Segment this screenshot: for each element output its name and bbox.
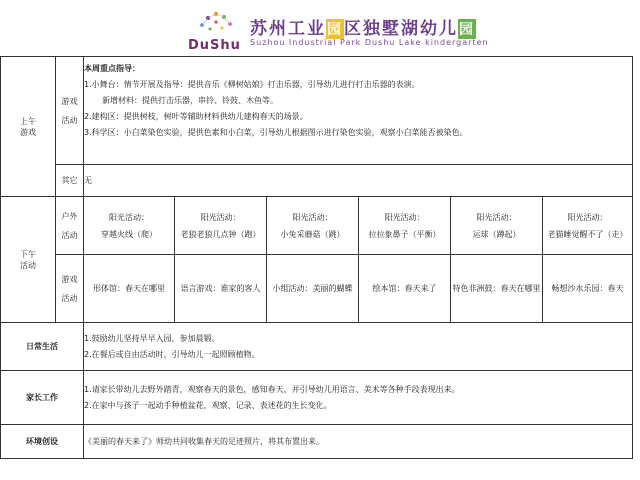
afternoon-game: 小组活动：美丽的蝴蝶 — [267, 255, 359, 323]
weekly-plan-table — [0, 56, 633, 459]
parent-work-content — [84, 371, 633, 425]
daily-life-label: 日常生活 — [1, 323, 84, 371]
morning-game-item: 2.建构区：提供树枝，树叶等辅助材料供幼儿建构春天的场景。 — [84, 112, 308, 121]
outdoor-activity: 阳光活动： 老狼老狼几点钟（跑） — [175, 197, 267, 255]
afternoon-label: 下午 活动 — [1, 197, 56, 323]
afternoon-outdoor-row — [1, 197, 633, 255]
morning-game-item: 1.小舞台：情节开展及指导：提供音乐《柳树姑娘》打击乐器，引导幼儿进行打击乐器的表演。 — [84, 80, 420, 89]
logo-wordmark: DuShu — [188, 38, 241, 53]
morning-game-row — [1, 57, 633, 165]
afternoon-game: 绘本馆：春天来了 — [359, 255, 451, 323]
parent-work-item: 1.请家长带幼儿去野外踏青，观察春天的景色，感知春天，并引导幼儿用语言、美术等各种手段表现出来。 — [84, 384, 460, 394]
morning-game-item: 3.科学区：小白菜染色实验，提供色素和小白菜，引导幼儿根据图示进行染色实验，观察小白菜能否被染色。 — [84, 128, 468, 137]
environment-content: 《美丽的春天来了》师幼共同收集春天的足迹照片，将其布置出来。 — [84, 425, 633, 459]
outdoor-activity: 阳光活动： 老猫睡觉醒不了（走） — [543, 197, 633, 255]
outdoor-activity: 阳光活动： 小兔采蘑菇（跳） — [267, 197, 359, 255]
morning-game-item: 新增材料：提供打击乐器，串铃、铃鼓、木鱼等。 — [102, 96, 278, 105]
afternoon-game-label: 游戏 活动 — [56, 255, 84, 323]
morning-game-content — [84, 57, 633, 165]
afternoon-game: 形体馆：春天在哪里 — [84, 255, 175, 323]
environment-label: 环境创设 — [1, 425, 84, 459]
environment-row — [1, 425, 633, 459]
kindergarten-name-english: Suzhou Industrial Park Dushu Lake kindergarten — [250, 38, 489, 47]
outdoor-activity: 阳光活动： 穿越火线（爬） — [84, 197, 175, 255]
afternoon-game: 特色非洲鼓：春天在哪里 — [451, 255, 543, 323]
afternoon-outdoor-label: 户外 活动 — [56, 197, 84, 255]
morning-game-heading: 本周重点指导： — [84, 64, 140, 73]
parent-work-label: 家长工作 — [1, 371, 84, 425]
afternoon-game-row — [1, 255, 633, 323]
outdoor-activity: 阳光活动： 运球（蹲起） — [451, 197, 543, 255]
outdoor-activity: 阳光活动： 拉拉象鼻子（平衡） — [359, 197, 451, 255]
afternoon-game: 语言游戏：谁家的客人 — [175, 255, 267, 323]
morning-other-row — [1, 165, 633, 197]
kindergarten-name: 苏州工业园区独墅湖幼儿园 — [250, 19, 475, 39]
morning-label: 上午 游戏 — [1, 57, 56, 197]
morning-other-value: 无 — [84, 165, 633, 197]
parent-work-row — [1, 371, 633, 425]
morning-game-label: 游戏 活动 — [56, 57, 84, 165]
daily-life-item: 2.在餐后或自由活动时，引导幼儿一起照顾植物。 — [84, 349, 260, 359]
kindergarten-logo — [186, 10, 489, 54]
afternoon-game: 畅想沙水乐园：春天 — [543, 255, 633, 323]
daily-life-item: 1.鼓励幼儿坚持早早入园，参加晨锻。 — [84, 333, 220, 343]
daily-life-content — [84, 323, 633, 371]
parent-work-item: 2.在家中与孩子一起动手种植盆花，观察、记录、表述花的生长变化。 — [84, 400, 332, 410]
morning-other-label: 其它 — [56, 165, 84, 197]
daily-life-row — [1, 323, 633, 371]
